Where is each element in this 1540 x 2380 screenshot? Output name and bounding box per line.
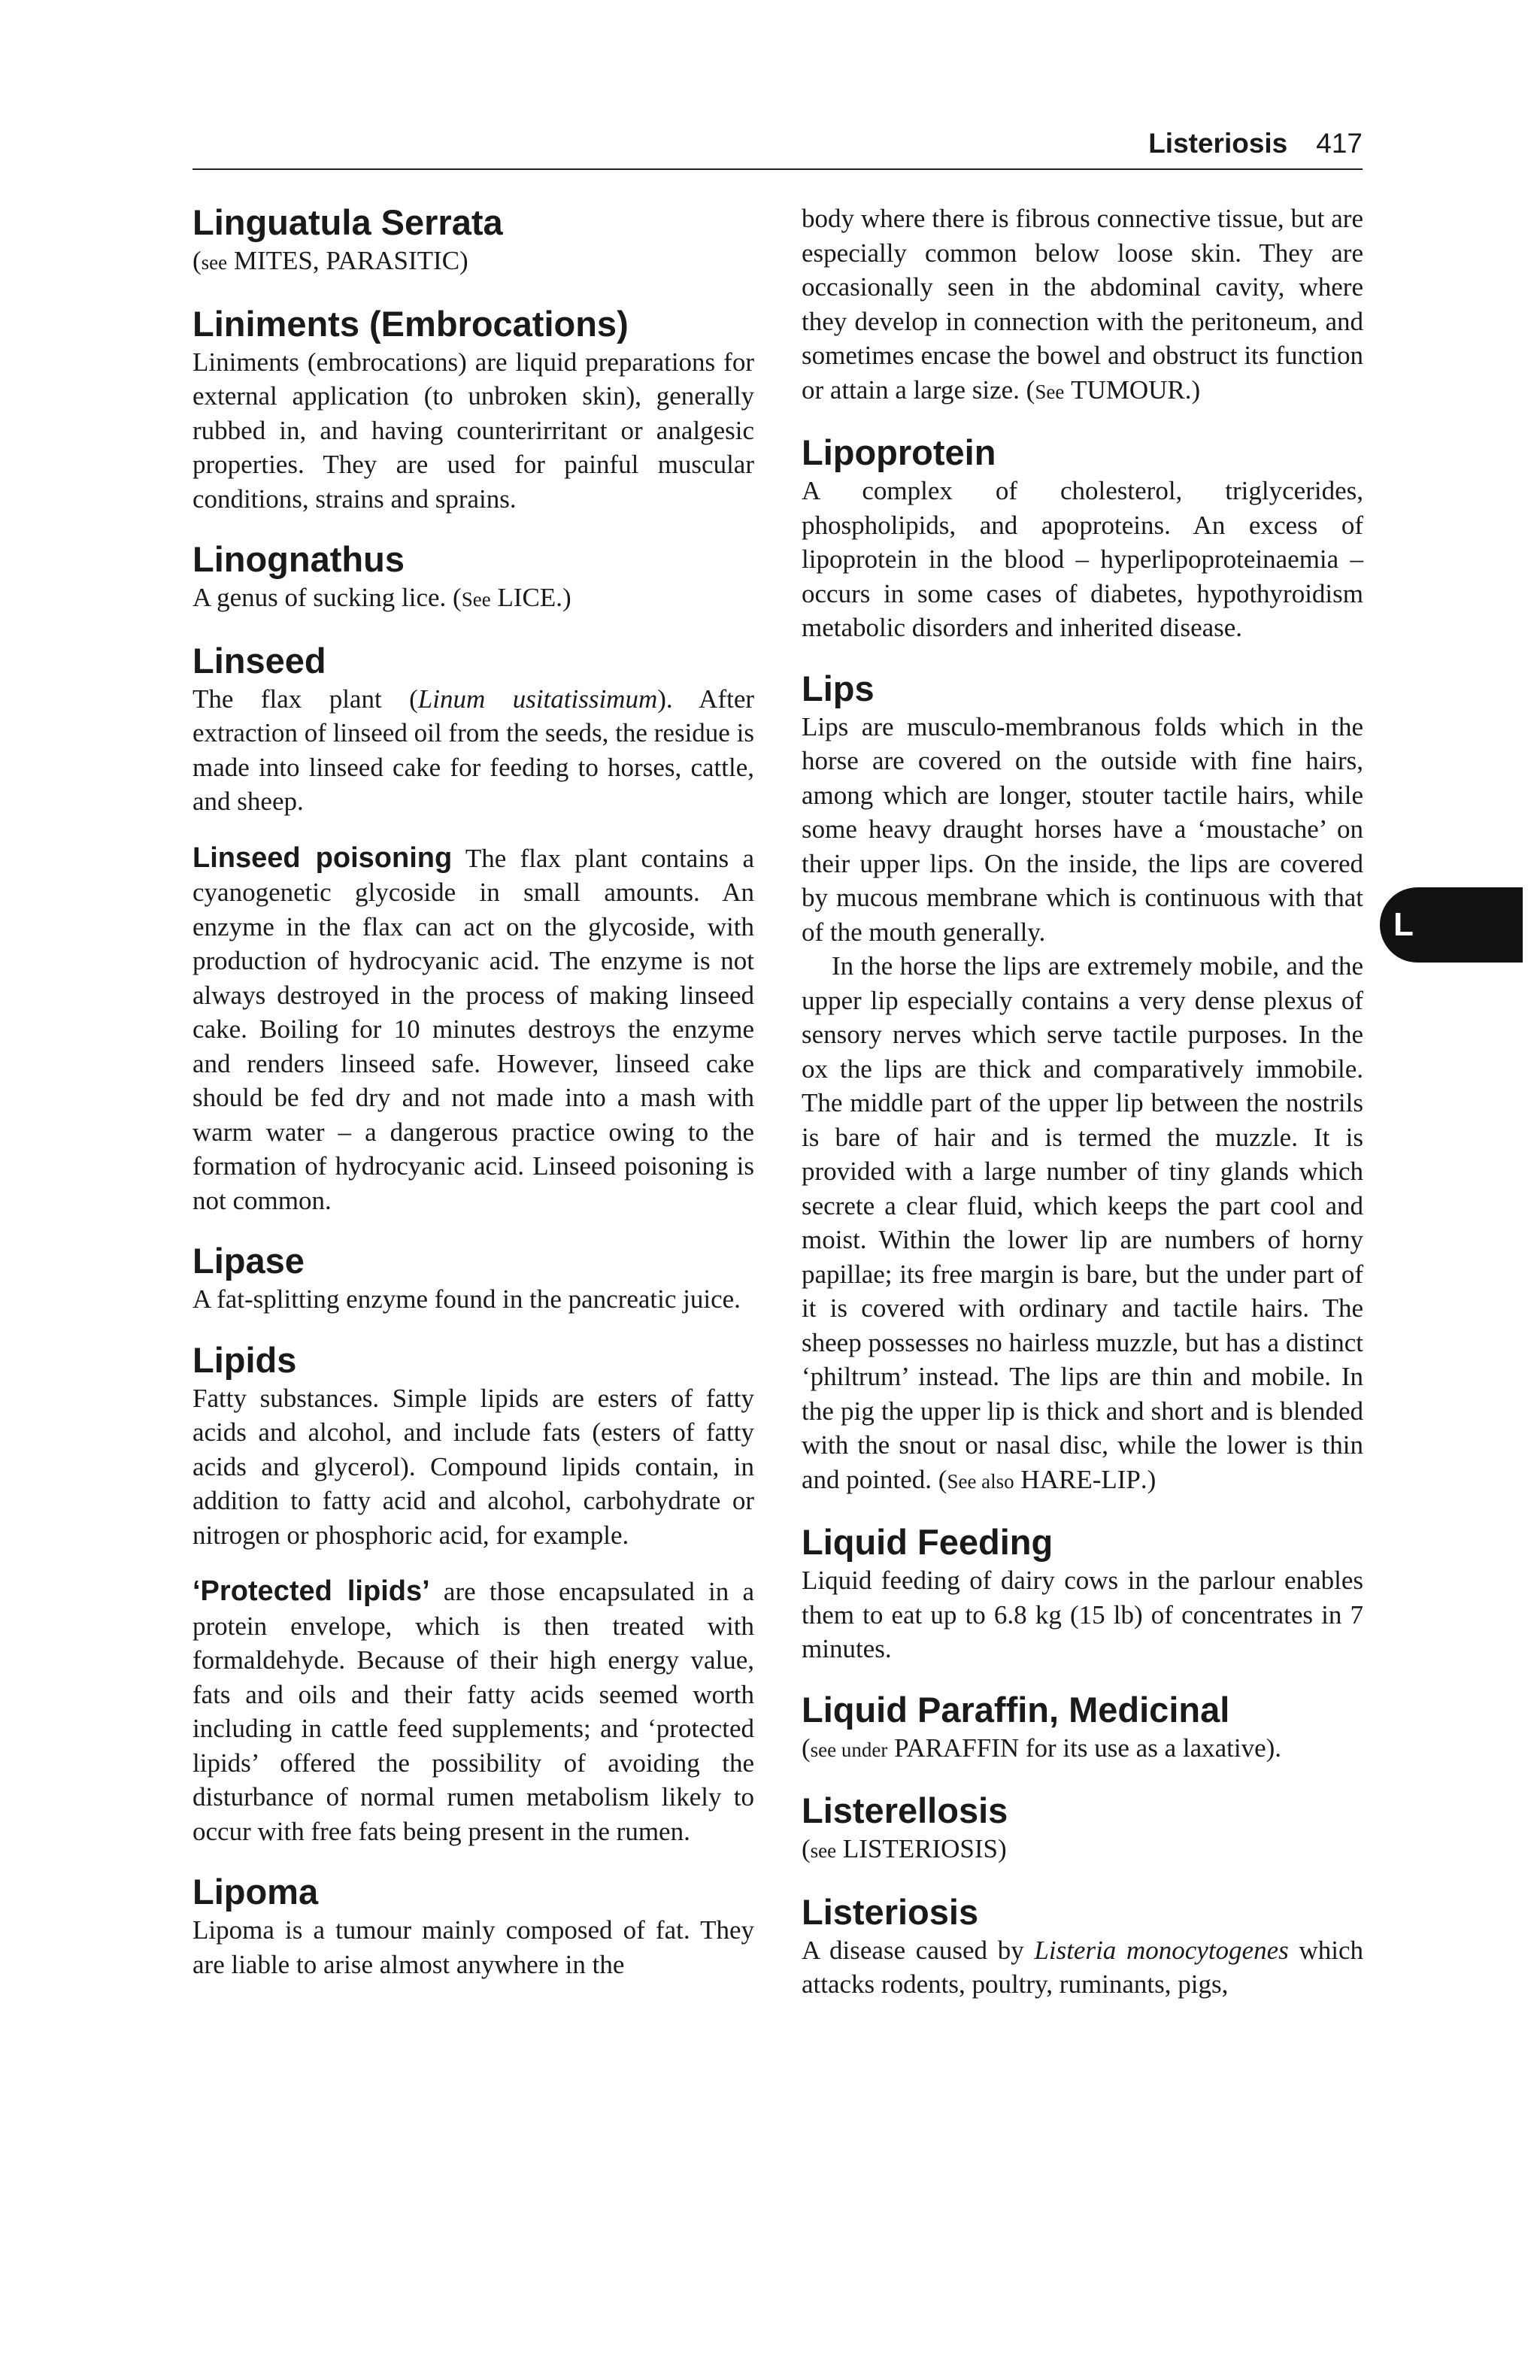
entry-heading: Linguatula Serrata: [192, 202, 503, 242]
entry-body: Liquid feeding of dairy cows in the parlour enables them to eat up to 6.8 kg (15 lb) of concentrates in 7 minutes.: [802, 1566, 1363, 1663]
see-label: see: [810, 1839, 837, 1862]
entry-body: The flax plant (Linum usitatissimum). After extraction of linseed oil from the seeds, the residue is made into linseed cake for feeding to horses, cattle, and sheep.: [192, 684, 755, 816]
entry-heading: Listeriosis: [802, 1891, 979, 1932]
entry-body: Fatty substances. Simple lipids are esters of fatty acids and alcohol, and include fats (esters of fatty acids and glycerol). Compound lipids contain, in addition to fatty acid and alcohol, carbohydrate or nitrogen or phosphoric acid, for example.: [192, 1383, 754, 1550]
see-label: See also: [947, 1469, 1014, 1493]
see-target-link[interactable]: LICE: [497, 583, 556, 612]
entry-liquid-feeding: [802, 1521, 1363, 1666]
runin-heading: ‘Protected lipids’: [192, 1575, 430, 1607]
running-head: [192, 128, 1363, 170]
subentry-protected-lipids: [192, 1575, 754, 1848]
entry-listerellosis: [802, 1790, 1363, 1869]
cross-reference: (see under PARAFFIN for its use as a laxative).: [802, 1733, 1282, 1763]
entry-heading: Linognathus: [192, 539, 405, 579]
entry-lipase: [192, 1240, 754, 1317]
cross-reference: (see LISTERIOSIS): [802, 1834, 1007, 1863]
see-label: See: [1035, 380, 1065, 403]
entry-linguatula-serrata: [192, 202, 754, 280]
see-target-link[interactable]: TUMOUR: [1071, 374, 1185, 405]
see-target-link[interactable]: PARAFFIN: [894, 1733, 1020, 1763]
see-target-link[interactable]: HARE-LIP: [1020, 1464, 1141, 1494]
entry-liniments: [192, 303, 754, 517]
entry-body: Linseed poisoning The flax plant contains a cyanogenetic glycoside in small amounts. An enzyme in the flax can act on the glycoside, with production of hydrocyanic acid. The enzyme is not always destroyed in the process of making linseed cake. Boiling for 10 minutes destroys the enzyme and renders linseed safe. However, linseed cake should be fed dry and not made into a mash with warm water – a dangerous practice owing to the formation of hydrocyanic acid. Linseed poisoning is not common.: [192, 841, 754, 1215]
entry-lipoprotein: [802, 432, 1363, 645]
entry-heading: Lipids: [192, 1339, 297, 1380]
see-label: See: [461, 588, 491, 611]
species-name: Linum usitatissimum: [417, 684, 658, 714]
subentry-linseed-poisoning: [192, 841, 754, 1218]
entry-lipoma-continued: [802, 202, 1363, 409]
entry-heading: Liquid Feeding: [802, 1522, 1053, 1562]
entry-heading: Lipoprotein: [802, 432, 996, 472]
entry-body: Lips are musculo-membranous folds which in the horse are covered on the outside with fine hairs, among which are longer, stouter tactile hairs, while some heavy draught horses have a ‘moustache’ on their upper lips. On the inside, the lips are covered by mucous membrane which is continuous with that of the mouth generally.: [802, 711, 1363, 947]
entry-liquid-paraffin: [802, 1689, 1363, 1768]
see-target-link[interactable]: MITES, PARASITIC: [233, 246, 460, 275]
see-label: see: [201, 251, 228, 274]
entry-body: Liniments (embrocations) are liquid preparations for external application (to unbroken skin), generally rubbed in, and having counterirritant or analgesic properties. They are used for painful muscular conditions, strains and sprains.: [192, 347, 754, 514]
entry-heading: Liquid Paraffin, Medicinal: [802, 1689, 1230, 1730]
entry-body: body where there is fibrous connective tissue, but are especially common below loose skin. They are occasionally seen in the abdominal cavity, where they develop in connection with the peritoneum, and sometimes encase the bowel and obstruct its function or attain a large size. (See TUMOUR.): [802, 204, 1363, 405]
entry-body: A genus of sucking lice. (See LICE.): [192, 583, 571, 612]
right-column: [802, 202, 1363, 2002]
page-number: 417: [1316, 128, 1363, 159]
see-label: see under: [810, 1738, 888, 1761]
entry-body: Lipoma is a tumour mainly composed of fat. They are liable to arise almost anywhere in the: [192, 1915, 754, 1979]
entry-linognathus: [192, 538, 754, 617]
entry-heading: Lipase: [192, 1241, 305, 1281]
entry-lips: [802, 668, 1363, 1499]
entry-body: A complex of cholesterol, triglycerides, phospholipids, and apoproteins. An excess of lipoprotein in the blood – hyperlipoproteinaemia – occurs in some cases of diabetes, hypothyroidism metabolic disorders and inherited disease.: [802, 476, 1363, 642]
entry-body: ‘Protected lipids’ are those encapsulated in a protein envelope, which is then treated with formaldehyde. Because of their high energy value, fats and oils and their fatty acids seemed worth including in cattle feed supplements; and ‘protected lipids’ offered the possibility of avoiding the disturbance of normal rumen metabolism likely to occur with free fats being present in the rumen.: [192, 1575, 755, 1846]
entry-body: In the horse the lips are extremely mobile, and the upper lip especially contains a very dense plexus of sensory nerves which serve tactile purposes. In the ox the lips are thick and comparatively immobile. The middle part of the upper lip between the nostrils is bare of hair and is termed the muzzle. It is provided with a large number of tiny glands which secrete a clear fluid, which keeps the part cool and moist. Within the lower lip are numbers of horny papillae; its free margin is bare, but the under part of it is covered with ordinary and tactile hairs. The sheep possesses no hairless muzzle, but has a distinct ‘philtrum’ instead. The lips are thin and mobile. In the pig the upper lip is thick and short and is blended with the snout or nasal disc, while the lower is thin and pointed. (See also HARE-LIP.): [802, 951, 1363, 1494]
cross-reference: (see MITES, PARASITIC): [192, 246, 468, 275]
entry-heading: Lipoma: [192, 1872, 319, 1912]
entry-body: A disease caused by Listeria monocytogenes which attacks rodents, poultry, ruminants, pigs,: [802, 1935, 1363, 1999]
runin-heading: Linseed poisoning: [192, 841, 453, 874]
entry-linseed: [192, 640, 754, 819]
entry-heading: Linseed: [192, 640, 326, 681]
entry-heading: Lips: [802, 668, 875, 708]
entry-heading: Listerellosis: [802, 1790, 1008, 1830]
entry-lipoma: [192, 1871, 754, 1981]
left-column: [192, 202, 754, 1981]
entry-listeriosis: [802, 1891, 1363, 2002]
entry-body: A fat-splitting enzyme found in the pancreatic juice.: [192, 1284, 741, 1314]
see-target-link[interactable]: LISTERIOSIS: [842, 1834, 999, 1863]
running-head-title: Listeriosis: [1148, 128, 1288, 159]
thumb-index-letter: L: [1393, 906, 1414, 943]
entry-heading: Liniments (Embrocations): [192, 303, 629, 344]
thumb-index-tab: [1380, 887, 1523, 963]
entry-lipids: [192, 1339, 754, 1553]
species-name: Listeria monocytogenes: [1034, 1935, 1289, 1965]
